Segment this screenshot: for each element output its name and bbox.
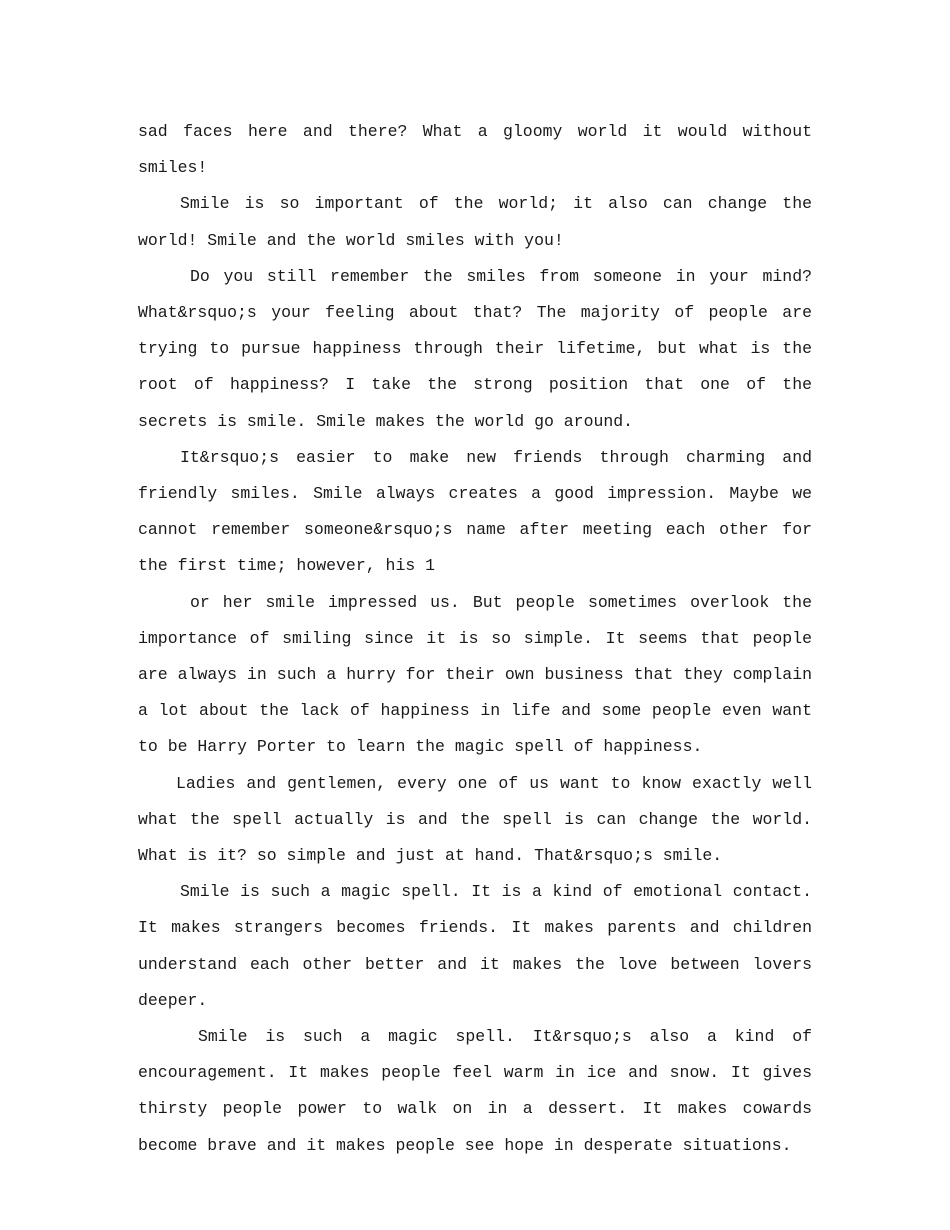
paragraph-smile-importance: Smile is so important of the world; it also can change the world! Smile and the world smiles with you! <box>138 194 812 250</box>
paragraph-overlook-smiling: or her smile impressed us. But people sometimes overlook the importance of smiling since it is so simple. It seems that people are always in such a hurry for their own business that they complain a lot about the lack of happiness in life and some people even want to be Harry Porter to learn the magic spell of happiness. <box>138 592 812 757</box>
paragraph-continued: sad faces here and there? What a gloomy world it would without smiles! <box>138 122 812 178</box>
paragraph-ladies-gentlemen: Ladies and gentlemen, every one of us want to know exactly well what the spell actually is and the spell is can change the world. What is it? so simple and just at hand. That&rsquo;s smile. <box>138 773 812 866</box>
paragraph-remember-smiles: Do you still remember the smiles from someone in your mind? What&rsquo;s your feeling about that? The majority of people are trying to pursue happiness through their lifetime, but what is the root of happiness? I take the strong position that one of the secrets is smile. Smile makes the world go around. <box>138 266 812 431</box>
document-body <box>138 114 812 1164</box>
paragraph-encouragement: Smile is such a magic spell. It&rsquo;s also a kind of encouragement. It makes people feel warm in ice and snow. It gives thirsty people power to walk on in a dessert. It makes cowards become brave and it makes people see hope in desperate situations. <box>138 1027 812 1155</box>
paragraph-emotional-contact: Smile is such a magic spell. It is a kind of emotional contact. It makes strangers becomes friends. It makes parents and children understand each other better and it makes the love between lovers deeper. <box>138 882 812 1010</box>
paragraph-new-friends: It&rsquo;s easier to make new friends through charming and friendly smiles. Smile always creates a good impression. Maybe we cannot remember someone&rsquo;s name after meeting each other for the first time; however, his 1 <box>138 447 812 576</box>
